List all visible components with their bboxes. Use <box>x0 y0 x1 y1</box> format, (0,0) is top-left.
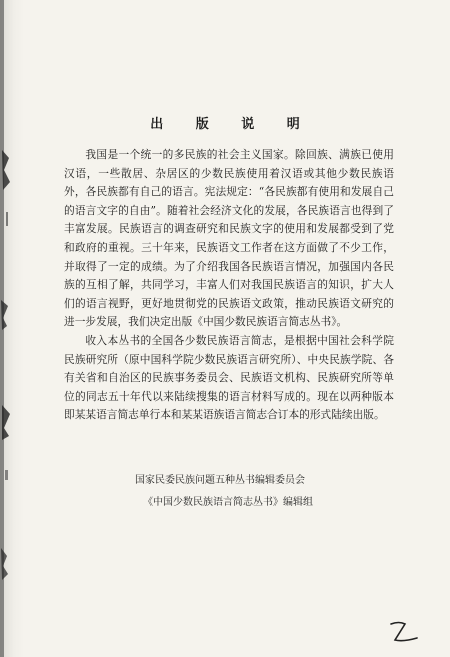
binding-shadow-marks <box>0 0 22 657</box>
paragraph-intro: 我国是一个统一的多民族的社会主义国家。除回族、满族已使用汉语，一些散居、杂居区的少数民族使用着汉语或其他少数民族语外，各民族都有自己的语言。宪法规定：“各民族都有使用和发展自己的语言文字的自由”。随着社会经济文化的发展，各民族语言也得到了丰富发展。民族语言的调查研究和民族文字的使用和发展都受到了党和政府的重视。三十年来，民族语文工作者在这方面做了不少工作，并取得了一定的成绩。为了介绍我国各民族语言情况，加强国内各民族的互相了解，共同学习，丰富人们对我国民族语言的知识，扩大人们的语言视野，更好地贯彻党的民族语文政策，推动民族语文研究的进一步发展，我们决定出版《中国少数民族语言简志丛书》。 <box>64 148 394 329</box>
page-title: 出 版 说 明 <box>150 117 314 132</box>
handwritten-page-mark-icon <box>385 616 425 646</box>
paragraph-series-sources: 收入本丛书的全国各少数民族语言简志，是根据中国社会科学院民族研究所（原中国科学院少数民族语言研究所）、中央民族学院、各有关省和自治区的民族事务委员会、民族语文机构、民族研究所等单位的同志五十年代以来陆续搜集的语言材料写成的。现在以两种版本即某某语言简志单行本和某某语族语言简志合订本的形式陆续出版。 <box>64 333 394 422</box>
signature-committee: 国家民委民族问题五种丛书编辑委员会 <box>135 475 305 486</box>
body-text <box>64 146 394 425</box>
signature-editorial-group: 《中国少数民族语言简志丛书》编辑组 <box>143 497 313 508</box>
